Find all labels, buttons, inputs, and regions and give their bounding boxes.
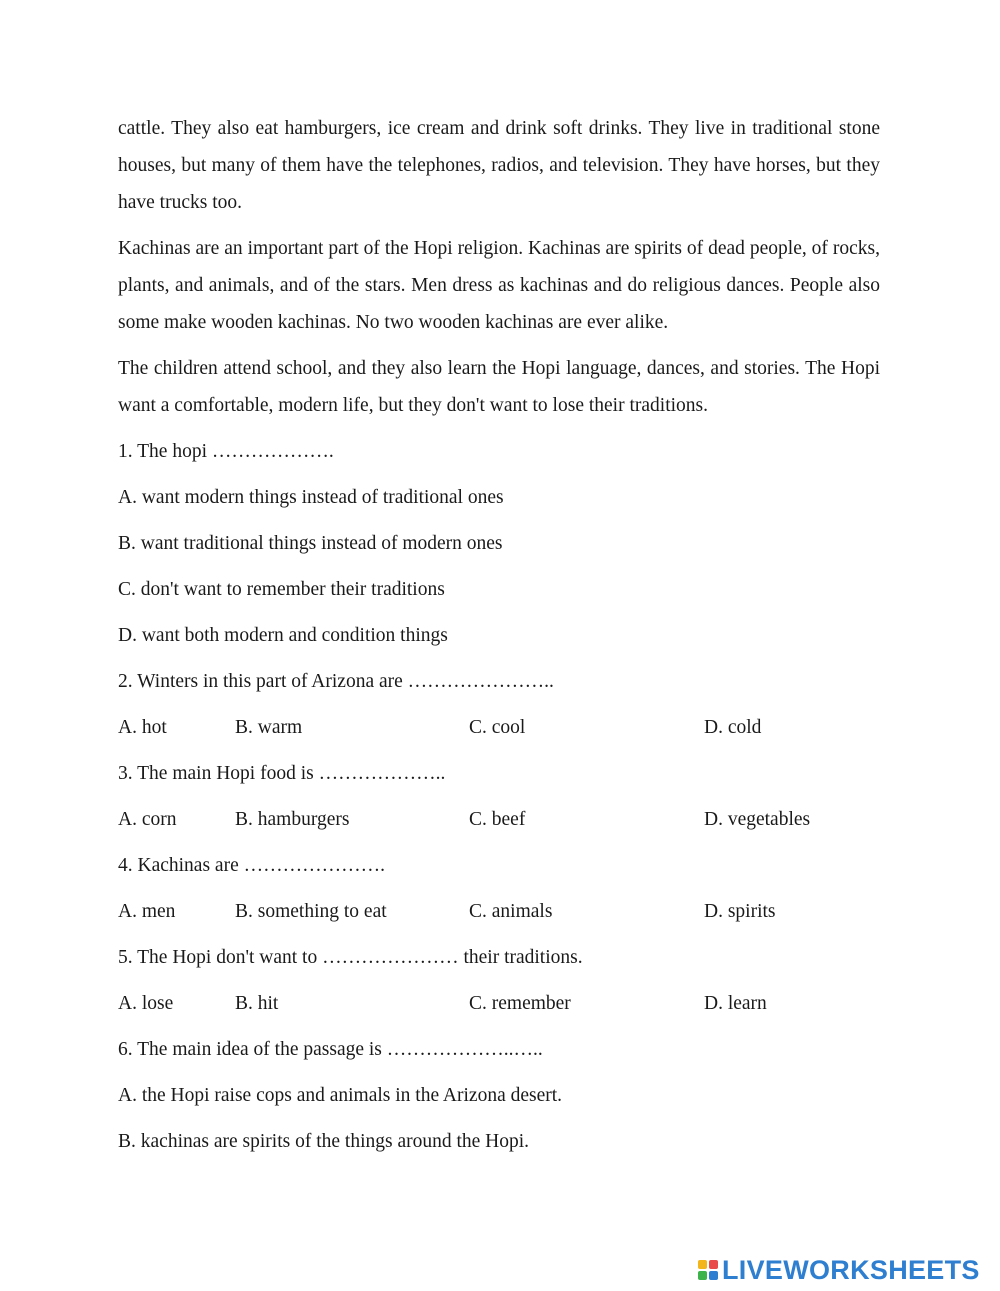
question-5-stem: 5. The Hopi don't want to ………………… their traditions. — [118, 947, 583, 968]
question-5-option-d[interactable]: D. learn — [704, 993, 767, 1014]
question-3-option-b[interactable]: B. hamburgers — [235, 809, 350, 830]
question-3-option-c[interactable]: C. beef — [469, 809, 526, 830]
question-2-option-a[interactable]: A. hot — [118, 717, 167, 738]
passage-paragraph-2: Kachinas are an important part of the Hopi religion. Kachinas are spirits of dead people, of rocks, plants, and animals, and of the stars. Men dress as kachinas and do religious dances. People also some make wooden kachinas. No two wooden kachinas are ever alike. — [118, 238, 880, 333]
question-5-option-b[interactable]: B. hit — [235, 993, 279, 1014]
question-4-option-c[interactable]: C. animals — [469, 901, 553, 922]
question-1-option-a[interactable]: A. want modern things instead of traditional ones — [118, 487, 504, 508]
question-5-option-c[interactable]: C. remember — [469, 993, 571, 1014]
question-4-option-d[interactable]: D. spirits — [704, 901, 776, 922]
logo-block-green — [698, 1271, 707, 1280]
logo-block-yellow — [698, 1260, 707, 1269]
logo-block-blue — [709, 1271, 718, 1280]
passage-paragraph-3: The children attend school, and they also learn the Hopi language, dances, and stories. The Hopi want a comfortable, modern life, but they don't want to lose their traditions. — [118, 358, 880, 416]
question-5-option-a[interactable]: A. lose — [118, 993, 174, 1014]
question-2-option-d[interactable]: D. cold — [704, 717, 762, 738]
question-2-options — [118, 709, 880, 755]
question-3-stem: 3. The main Hopi food is ……………….. — [118, 763, 446, 784]
question-3-option-d[interactable]: D. vegetables — [704, 809, 811, 830]
question-6-option-b[interactable]: B. kachinas are spirits of the things around the Hopi. — [118, 1131, 530, 1152]
question-2-option-c[interactable]: C. cool — [469, 717, 526, 738]
question-3-options — [118, 801, 880, 847]
logo-block-red — [709, 1260, 718, 1269]
passage-paragraph-1: cattle. They also eat hamburgers, ice cream and drink soft drinks. They live in traditional stone houses, but many of them have the telephones, radios, and television. They have horses, but they have trucks too. — [118, 118, 880, 213]
question-6-option-a[interactable]: A. the Hopi raise cops and animals in the Arizona desert. — [118, 1085, 563, 1106]
question-1-option-d[interactable]: D. want both modern and condition things — [118, 625, 448, 646]
liveworksheets-logo — [698, 1255, 980, 1285]
question-4-option-a[interactable]: A. men — [118, 901, 176, 922]
question-2-stem: 2. Winters in this part of Arizona are ………………….. — [118, 671, 554, 692]
question-3-option-a[interactable]: A. corn — [118, 809, 177, 830]
question-5-options — [118, 985, 880, 1031]
question-1-stem: 1. The hopi ………………. — [118, 441, 334, 462]
question-4-stem: 4. Kachinas are …………………. — [118, 855, 385, 876]
question-4-options — [118, 893, 880, 939]
question-1-option-c[interactable]: C. don't want to remember their traditions — [118, 579, 445, 600]
worksheet-page — [118, 110, 880, 1169]
logo-blocks-icon — [698, 1260, 718, 1280]
question-4-option-b[interactable]: B. something to eat — [235, 901, 387, 922]
question-2-option-b[interactable]: B. warm — [235, 717, 303, 738]
question-6-stem: 6. The main idea of the passage is ………………..….. — [118, 1039, 543, 1060]
logo-text: LIVEWORKSHEETS — [722, 1254, 980, 1285]
question-1-option-b[interactable]: B. want traditional things instead of modern ones — [118, 533, 503, 554]
